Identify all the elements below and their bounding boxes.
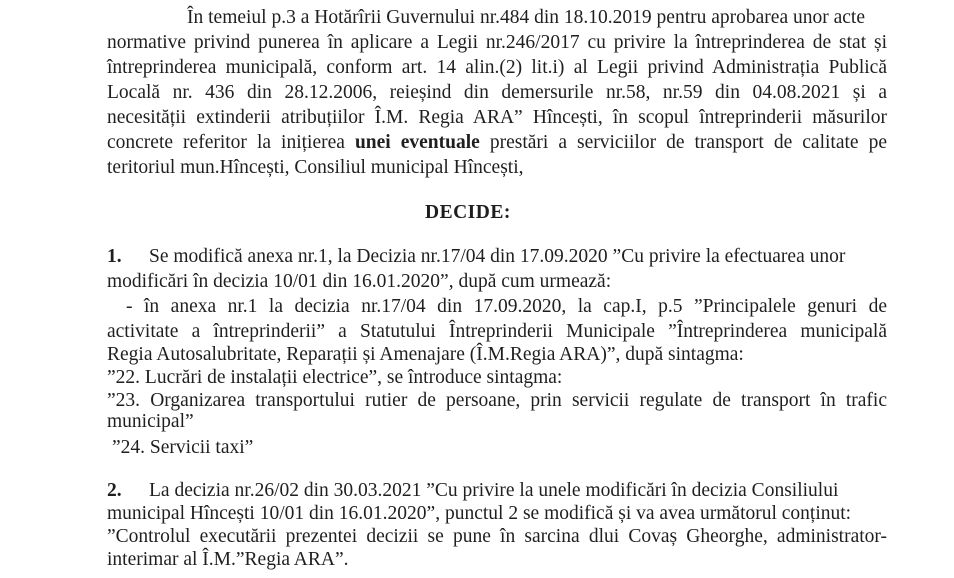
item1-line-1-text: Se modifică anexa nr.1, la Decizia nr.17/04 din 17.09.2020 ”Cu privire la efectuarea unor <box>149 246 846 267</box>
intro-line-2: normative privind punerea în aplicare a Legii nr.246/2017 cu privire la întreprinderea de stat și <box>107 32 887 53</box>
intro-line-3: întreprinderea municipală, conform art. 14 alin.(2) lit.i) al Legii privind Administrația Publică <box>107 57 887 78</box>
item2-line-4: interimar al Î.M.”Regia ARA”. <box>107 549 349 570</box>
item2-line-1-text: La decizia nr.26/02 din 30.03.2021 ”Cu privire la unele modificări în decizia Consiliului <box>149 480 839 501</box>
item1-number: 1. <box>107 246 122 267</box>
intro-line-6-start: concrete referitor la inițierea <box>107 132 355 153</box>
item2-line-2: municipal Hîncești 10/01 din 16.01.2020”, punctul 2 se modifică și va avea următorul conținut: <box>107 503 852 524</box>
item2-line-3: ”Controlul executării prezentei decizii se pune în sarcina dlui Covaș Gheorghe, administrator- <box>107 526 887 547</box>
item2-number: 2. <box>107 480 122 501</box>
item2-line-1 <box>107 479 887 502</box>
intro-emphasis: unei eventuale <box>354 132 480 153</box>
item1-line-8: municipal” <box>107 411 194 432</box>
intro-line-6-end: prestări a serviciilor de transport de calitate pe <box>479 132 887 153</box>
item1-line-1 <box>107 245 887 268</box>
item1-line-9: ”24. Servicii taxi” <box>112 437 254 458</box>
intro-line-6 <box>107 131 887 154</box>
item1-line-7: ”23. Organizarea transportului rutier de persoane, prin servicii regulate de transport în trafic <box>107 390 887 411</box>
item1-line-2: modificări în decizia 10/01 din 16.01.2020”, după cum urmează: <box>107 271 612 292</box>
item1-line-3: - în anexa nr.1 la decizia nr.17/04 din 17.09.2020, la cap.I, p.5 ”Principalele genuri de <box>126 296 887 317</box>
intro-line-7: teritoriul mun.Hîncești, Consiliul municipal Hîncești, <box>107 157 524 178</box>
intro-line-5: necesității extinderii atribuțiilor Î.M. Regia ARA” Hîncești, în scopul întreprinderii măsurilor <box>107 107 887 128</box>
intro-line-4: Locală nr. 436 din 28.12.2006, reieșind din demersurile nr.58, nr.59 din 04.08.2021 și a <box>107 82 887 103</box>
item1-line-5: Regia Autosalubritate, Reparații și Amenajare (Î.M.Regia ARA)”, după sintagma: <box>107 344 744 365</box>
item1-line-6: ”22. Lucrări de instalații electrice”, se întroduce sintagma: <box>107 367 563 388</box>
intro-line-1: În temeiul p.3 a Hotărîrii Guvernului nr.484 din 18.10.2019 pentru aprobarea unor acte <box>187 7 865 28</box>
decide-heading: DECIDE: <box>425 202 511 223</box>
item1-line-4: activitate a întreprinderii” a Statutului Întreprinderii Municipale ”Întreprinderea municipală <box>107 321 887 342</box>
